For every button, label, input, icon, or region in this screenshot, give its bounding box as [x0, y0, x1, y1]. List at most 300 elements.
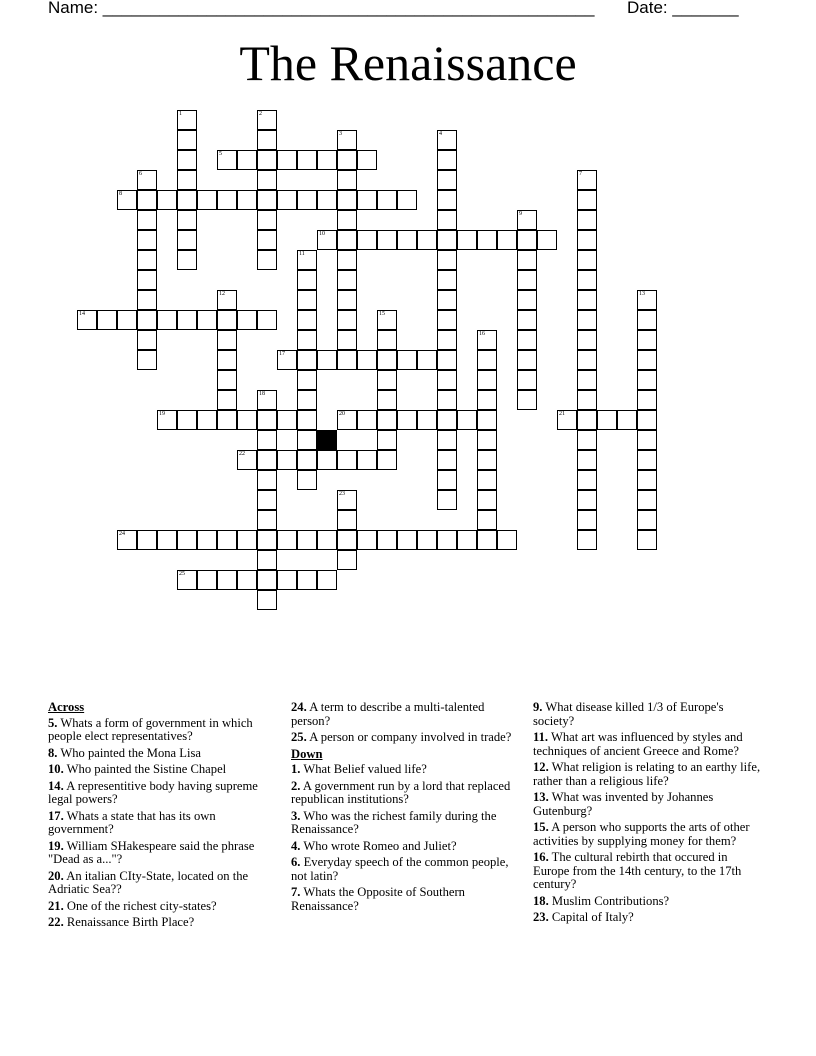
grid-cell[interactable]: [277, 450, 297, 470]
grid-cell[interactable]: [577, 170, 597, 190]
grid-cell[interactable]: [137, 310, 157, 330]
grid-cell[interactable]: [377, 190, 397, 210]
grid-cell[interactable]: [297, 410, 317, 430]
grid-cell[interactable]: [337, 290, 357, 310]
clue-text: What art was influenced by styles and techniques of ancient Greece and Rome?: [533, 730, 743, 758]
clue-number-label: 2.: [291, 778, 301, 793]
down-clue: [533, 701, 765, 728]
clue-number-label: 8.: [48, 745, 58, 760]
down-clue: [533, 731, 765, 758]
clue-number: 25: [179, 571, 185, 577]
grid-cell[interactable]: [297, 570, 317, 590]
grid-cell[interactable]: [357, 530, 377, 550]
grid-cell[interactable]: [217, 350, 237, 370]
grid-cell[interactable]: [437, 370, 457, 390]
grid-cell[interactable]: [617, 410, 637, 430]
grid-cell[interactable]: [577, 190, 597, 210]
grid-cell[interactable]: [297, 430, 317, 450]
clue-text: Who painted the Sistine Chapel: [66, 762, 227, 776]
grid-cell[interactable]: [217, 570, 237, 590]
grid-cell[interactable]: [177, 210, 197, 230]
grid-cell[interactable]: [257, 150, 277, 170]
down-clue-list: [291, 763, 523, 913]
grid-cell[interactable]: [297, 330, 317, 350]
grid-cell[interactable]: [277, 190, 297, 210]
clue-text: Muslim Contributions?: [551, 893, 670, 908]
clues-column-1: [48, 701, 280, 933]
across-clue: [48, 763, 280, 777]
grid-cell[interactable]: [297, 450, 317, 470]
grid-cell[interactable]: [637, 370, 657, 390]
grid-cell[interactable]: [197, 410, 217, 430]
grid-cell[interactable]: [457, 530, 477, 550]
clue-number: 15: [379, 311, 385, 317]
grid-cell[interactable]: [517, 270, 537, 290]
down-clue: [291, 856, 523, 883]
grid-cell[interactable]: [337, 150, 357, 170]
clue-number-label: 22.: [48, 915, 64, 929]
grid-cell[interactable]: [477, 530, 497, 550]
grid-cell[interactable]: [637, 330, 657, 350]
grid-cell[interactable]: [637, 310, 657, 330]
grid-cell[interactable]: [577, 510, 597, 530]
grid-cell[interactable]: [417, 410, 437, 430]
grid-cell[interactable]: [577, 390, 597, 410]
grid-cell[interactable]: [577, 350, 597, 370]
grid-cell[interactable]: [137, 530, 157, 550]
grid-cell[interactable]: [197, 190, 217, 210]
clue-number: 17: [279, 351, 285, 357]
grid-cell[interactable]: [317, 190, 337, 210]
clue-text: Whats the Opposite of Southern Renaissance?: [291, 885, 465, 913]
clue-number: 9: [519, 211, 522, 217]
grid-cell[interactable]: [177, 530, 197, 550]
clue-number-label: 16.: [533, 850, 549, 864]
grid-cell[interactable]: [637, 490, 657, 510]
grid-cell[interactable]: [477, 450, 497, 470]
grid-cell[interactable]: [337, 410, 357, 430]
grid-cell[interactable]: [437, 410, 457, 430]
grid-cell[interactable]: [457, 230, 477, 250]
grid-cell[interactable]: [217, 370, 237, 390]
grid-cell[interactable]: [577, 250, 597, 270]
grid-cell[interactable]: [177, 150, 197, 170]
grid-cell[interactable]: [237, 570, 257, 590]
grid-cell[interactable]: [177, 310, 197, 330]
grid-cell[interactable]: [437, 490, 457, 510]
down-clue: [291, 810, 523, 837]
clue-number-label: 21.: [48, 898, 64, 913]
grid-cell[interactable]: [437, 290, 457, 310]
grid-cell[interactable]: [537, 230, 557, 250]
grid-cell[interactable]: [337, 230, 357, 250]
across-clue: [48, 840, 280, 867]
grid-cell[interactable]: [317, 350, 337, 370]
clue-number: 18: [259, 391, 265, 397]
grid-cell[interactable]: [437, 390, 457, 410]
grid-cell[interactable]: [177, 250, 197, 270]
clue-number-label: 5.: [48, 715, 58, 730]
grid-cell[interactable]: [357, 350, 377, 370]
grid-cell[interactable]: [297, 150, 317, 170]
grid-cell[interactable]: [257, 410, 277, 430]
clue-number: 12: [219, 291, 225, 297]
clue-number-label: 20.: [48, 868, 64, 883]
grid-cell[interactable]: [157, 410, 177, 430]
grid-cell[interactable]: [137, 250, 157, 270]
grid-cell[interactable]: [297, 250, 317, 270]
clue-number: 5: [219, 151, 222, 157]
grid-cell[interactable]: [437, 350, 457, 370]
shaded-square: [317, 430, 337, 450]
grid-cell[interactable]: [437, 470, 457, 490]
clues-column-2: [291, 701, 523, 916]
grid-cell[interactable]: [297, 370, 317, 390]
grid-cell[interactable]: [577, 430, 597, 450]
clue-number-label: 17.: [48, 808, 64, 823]
grid-cell[interactable]: [137, 330, 157, 350]
grid-cell[interactable]: [337, 510, 357, 530]
grid-cell[interactable]: [217, 190, 237, 210]
grid-cell[interactable]: [337, 490, 357, 510]
grid-cell[interactable]: [377, 430, 397, 450]
grid-cell[interactable]: [577, 290, 597, 310]
grid-cell[interactable]: [377, 310, 397, 330]
grid-cell[interactable]: [157, 190, 177, 210]
grid-cell[interactable]: [337, 330, 357, 350]
clue-text: What was invented by Johannes Gutenburg?: [533, 790, 714, 818]
grid-cell[interactable]: [397, 410, 417, 430]
clue-number: 3: [339, 131, 342, 137]
grid-cell[interactable]: [217, 390, 237, 410]
down-clue: [291, 780, 523, 807]
grid-cell[interactable]: [577, 210, 597, 230]
grid-cell[interactable]: [337, 130, 357, 150]
grid-cell[interactable]: [137, 230, 157, 250]
grid-cell[interactable]: [217, 290, 237, 310]
grid-cell[interactable]: [257, 490, 277, 510]
grid-cell[interactable]: [577, 470, 597, 490]
grid-cell[interactable]: [357, 230, 377, 250]
grid-cell[interactable]: [437, 230, 457, 250]
grid-cell[interactable]: [297, 270, 317, 290]
clue-number-label: 12.: [533, 760, 549, 774]
grid-cell[interactable]: [437, 130, 457, 150]
grid-cell[interactable]: [137, 190, 157, 210]
grid-cell[interactable]: [437, 450, 457, 470]
grid-cell[interactable]: [557, 410, 577, 430]
grid-cell[interactable]: [157, 530, 177, 550]
grid-cell[interactable]: [337, 190, 357, 210]
grid-cell[interactable]: [637, 350, 657, 370]
grid-cell[interactable]: [577, 410, 597, 430]
grid-cell[interactable]: [237, 410, 257, 430]
grid-cell[interactable]: [257, 130, 277, 150]
grid-cell[interactable]: [217, 330, 237, 350]
grid-cell[interactable]: [397, 230, 417, 250]
grid-cell[interactable]: [117, 530, 137, 550]
grid-cell[interactable]: [277, 410, 297, 430]
grid-cell[interactable]: [577, 490, 597, 510]
grid-cell[interactable]: [277, 530, 297, 550]
grid-cell[interactable]: [337, 550, 357, 570]
grid-cell[interactable]: [637, 390, 657, 410]
grid-cell[interactable]: [477, 430, 497, 450]
grid-cell[interactable]: [137, 350, 157, 370]
grid-cell[interactable]: [477, 370, 497, 390]
grid-cell[interactable]: [437, 530, 457, 550]
grid-cell[interactable]: [417, 230, 437, 250]
clue-number-label: 9.: [533, 700, 543, 714]
grid-cell[interactable]: [477, 490, 497, 510]
grid-cell[interactable]: [137, 170, 157, 190]
grid-cell[interactable]: [137, 210, 157, 230]
grid-cell[interactable]: [497, 230, 517, 250]
grid-cell[interactable]: [257, 210, 277, 230]
grid-cell[interactable]: [217, 410, 237, 430]
grid-cell[interactable]: [577, 450, 597, 470]
grid-cell[interactable]: [317, 150, 337, 170]
grid-cell[interactable]: [257, 250, 277, 270]
clue-text: The cultural rebirth that occured in Europe from the 14th century, to the 17th century?: [533, 850, 742, 891]
grid-cell[interactable]: [317, 570, 337, 590]
grid-cell[interactable]: [397, 190, 417, 210]
grid-cell[interactable]: [257, 450, 277, 470]
grid-cell[interactable]: [157, 310, 177, 330]
grid-cell[interactable]: [477, 470, 497, 490]
grid-cell[interactable]: [357, 190, 377, 210]
grid-cell[interactable]: [477, 510, 497, 530]
across-clue-list-continued: [291, 701, 523, 745]
grid-cell[interactable]: [337, 310, 357, 330]
grid-cell[interactable]: [437, 210, 457, 230]
grid-cell[interactable]: [257, 310, 277, 330]
grid-cell[interactable]: [277, 350, 297, 370]
clue-number: 4: [439, 131, 442, 137]
grid-cell[interactable]: [257, 470, 277, 490]
grid-cell[interactable]: [477, 390, 497, 410]
grid-cell[interactable]: [317, 530, 337, 550]
grid-cell[interactable]: [277, 570, 297, 590]
grid-cell[interactable]: [517, 290, 537, 310]
clue-text: Who was the richest family during the Renaissance?: [291, 808, 497, 836]
down-clue: [533, 761, 765, 788]
grid-cell[interactable]: [257, 170, 277, 190]
grid-cell[interactable]: [517, 390, 537, 410]
grid-cell[interactable]: [297, 470, 317, 490]
clue-number: 22: [239, 451, 245, 457]
grid-cell[interactable]: [417, 350, 437, 370]
clue-text: A person who supports the arts of other activities by supplying money for them?: [533, 820, 750, 848]
grid-cell[interactable]: [577, 230, 597, 250]
grid-cell[interactable]: [497, 530, 517, 550]
grid-cell[interactable]: [437, 250, 457, 270]
grid-cell[interactable]: [177, 130, 197, 150]
grid-cell[interactable]: [437, 170, 457, 190]
grid-cell[interactable]: [377, 370, 397, 390]
grid-cell[interactable]: [637, 530, 657, 550]
clue-number: 20: [339, 411, 345, 417]
grid-cell[interactable]: [597, 410, 617, 430]
grid-cell[interactable]: [297, 290, 317, 310]
down-clue: [533, 791, 765, 818]
clue-number: 6: [139, 171, 142, 177]
clue-number-label: 1.: [291, 762, 301, 776]
grid-cell[interactable]: [317, 450, 337, 470]
grid-cell[interactable]: [577, 530, 597, 550]
grid-cell[interactable]: [437, 190, 457, 210]
grid-cell[interactable]: [377, 350, 397, 370]
grid-cell[interactable]: [217, 150, 237, 170]
clue-number-label: 14.: [48, 778, 64, 793]
clue-number: 2: [259, 111, 262, 117]
down-clue: [533, 911, 765, 925]
grid-cell[interactable]: [137, 270, 157, 290]
grid-cell[interactable]: [517, 210, 537, 230]
grid-cell[interactable]: [257, 110, 277, 130]
grid-cell[interactable]: [517, 350, 537, 370]
grid-cell[interactable]: [257, 550, 277, 570]
grid-cell[interactable]: [117, 190, 137, 210]
grid-cell[interactable]: [517, 370, 537, 390]
clue-number: 19: [159, 411, 165, 417]
grid-cell[interactable]: [477, 350, 497, 370]
grid-cell[interactable]: [437, 150, 457, 170]
grid-cell[interactable]: [197, 530, 217, 550]
grid-cell[interactable]: [217, 310, 237, 330]
grid-cell[interactable]: [297, 190, 317, 210]
date-field-label: Date: _______: [627, 0, 739, 17]
grid-cell[interactable]: [237, 530, 257, 550]
clue-text: What disease killed 1/3 of Europe's society?: [533, 700, 724, 728]
grid-cell[interactable]: [377, 330, 397, 350]
grid-cell[interactable]: [77, 310, 97, 330]
across-clue-list: [48, 717, 280, 930]
grid-cell[interactable]: [297, 390, 317, 410]
clue-number-label: 7.: [291, 885, 301, 899]
grid-cell[interactable]: [397, 530, 417, 550]
grid-cell[interactable]: [257, 390, 277, 410]
grid-cell[interactable]: [637, 470, 657, 490]
grid-cell[interactable]: [577, 370, 597, 390]
grid-cell[interactable]: [397, 350, 417, 370]
grid-cell[interactable]: [337, 250, 357, 270]
grid-cell[interactable]: [637, 430, 657, 450]
clue-text: A person or company involved in trade?: [309, 730, 512, 744]
grid-cell[interactable]: [437, 310, 457, 330]
clue-text: Whats a state that has its own government?: [48, 808, 216, 836]
grid-cell[interactable]: [357, 150, 377, 170]
clue-number-label: 23.: [533, 910, 549, 924]
grid-cell[interactable]: [337, 530, 357, 550]
grid-cell[interactable]: [337, 210, 357, 230]
grid-cell[interactable]: [197, 310, 217, 330]
grid-cell[interactable]: [277, 150, 297, 170]
grid-cell[interactable]: [517, 230, 537, 250]
grid-cell[interactable]: [477, 410, 497, 430]
down-clue-list-continued: [533, 701, 765, 925]
grid-cell[interactable]: [477, 330, 497, 350]
grid-cell[interactable]: [177, 410, 197, 430]
grid-cell[interactable]: [237, 190, 257, 210]
grid-cell[interactable]: [297, 530, 317, 550]
grid-cell[interactable]: [417, 530, 437, 550]
grid-cell[interactable]: [257, 190, 277, 210]
grid-cell[interactable]: [377, 410, 397, 430]
across-clue: [291, 731, 523, 745]
grid-cell[interactable]: [337, 450, 357, 470]
clue-text: Everyday speech of the common people, not latin?: [291, 855, 509, 883]
clue-number-label: 24.: [291, 700, 307, 714]
grid-cell[interactable]: [377, 230, 397, 250]
grid-cell[interactable]: [637, 290, 657, 310]
grid-cell[interactable]: [637, 510, 657, 530]
down-clue: [533, 851, 765, 892]
grid-cell[interactable]: [377, 450, 397, 470]
grid-cell[interactable]: [637, 450, 657, 470]
grid-cell[interactable]: [477, 230, 497, 250]
grid-cell[interactable]: [457, 410, 477, 430]
grid-cell[interactable]: [137, 290, 157, 310]
clue-text: Who wrote Romeo and Juliet?: [303, 838, 457, 853]
grid-cell[interactable]: [217, 530, 237, 550]
grid-cell[interactable]: [377, 530, 397, 550]
down-clue: [291, 840, 523, 854]
clue-number: 13: [639, 291, 645, 297]
grid-cell[interactable]: [297, 350, 317, 370]
grid-cell[interactable]: [297, 310, 317, 330]
grid-cell[interactable]: [517, 330, 537, 350]
grid-cell[interactable]: [437, 270, 457, 290]
grid-cell[interactable]: [117, 310, 137, 330]
grid-cell[interactable]: [177, 110, 197, 130]
grid-cell[interactable]: [357, 450, 377, 470]
grid-cell[interactable]: [177, 570, 197, 590]
grid-cell[interactable]: [437, 330, 457, 350]
grid-cell[interactable]: [257, 570, 277, 590]
across-clue: [48, 780, 280, 807]
grid-cell[interactable]: [337, 270, 357, 290]
grid-cell[interactable]: [577, 330, 597, 350]
grid-cell[interactable]: [517, 250, 537, 270]
grid-cell[interactable]: [197, 570, 217, 590]
grid-cell[interactable]: [177, 190, 197, 210]
grid-cell[interactable]: [357, 410, 377, 430]
grid-cell[interactable]: [237, 310, 257, 330]
grid-cell[interactable]: [237, 150, 257, 170]
grid-cell[interactable]: [577, 270, 597, 290]
grid-cell[interactable]: [637, 410, 657, 430]
grid-cell[interactable]: [257, 590, 277, 610]
grid-cell[interactable]: [257, 430, 277, 450]
grid-cell[interactable]: [337, 350, 357, 370]
grid-cell[interactable]: [177, 230, 197, 250]
grid-cell[interactable]: [517, 310, 537, 330]
grid-cell[interactable]: [337, 170, 357, 190]
grid-cell[interactable]: [237, 450, 257, 470]
grid-cell[interactable]: [577, 310, 597, 330]
grid-cell[interactable]: [437, 430, 457, 450]
grid-cell[interactable]: [257, 530, 277, 550]
grid-cell[interactable]: [177, 170, 197, 190]
grid-cell[interactable]: [257, 510, 277, 530]
grid-cell[interactable]: [377, 390, 397, 410]
grid-cell[interactable]: [97, 310, 117, 330]
grid-cell[interactable]: [257, 230, 277, 250]
grid-cell[interactable]: [317, 230, 337, 250]
clue-text: One of the richest city-states?: [66, 898, 217, 913]
clue-number-label: 3.: [291, 808, 301, 823]
